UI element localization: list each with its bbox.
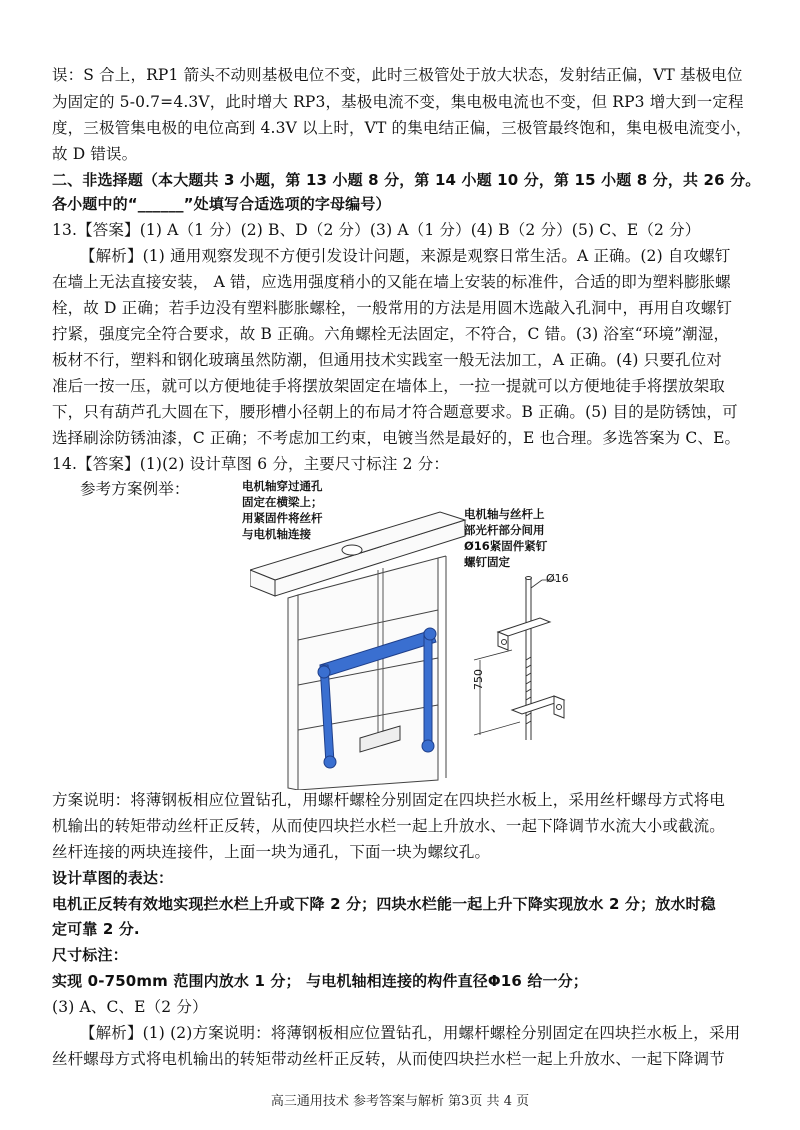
answer-14-3: (3) A、C、E（2 分） — [52, 998, 208, 1016]
text-line: 丝杆螺母方式将电机输出的转矩带动丝杆正反转，从而使四块拦水栏一起上升放水、一起下降调节 — [52, 1050, 725, 1068]
dimension-diameter-text: Ø16 — [546, 572, 569, 585]
scoring-line: 定可靠 2 分. — [52, 920, 140, 938]
text-line: 板材不行，塑料和钢化玻璃虽然防潮，但通用技术实践室一般无法加工，A 正确。(4) 只要孔位对 — [52, 351, 722, 369]
section-heading: 二、非选择题（本大题共 3 小题，第 13 小题 8 分，第 14 小题 10 分，第 15 小题 8 分，共 26 分。 — [52, 171, 761, 189]
text-line: 机输出的转矩带动丝杆正反转，从而使四块拦水栏一起上升放水、一起下降调节水流大小或截流。 — [52, 817, 725, 835]
analysis-14: 【解析】(1) (2)方案说明：将薄钢板相应位置钻孔，用螺杆螺栓分别固定在四块拦水板上，采用 — [80, 1024, 741, 1042]
answer-14: 14.【答案】(1)(2) 设计草图 6 分，主要尺寸标注 2 分： — [52, 455, 450, 473]
text-line: 拧紧，强度完全符合要求，故 B 正确。六角螺栓无法固定，不符合，C 错。(3) 浴室“环境”潮湿， — [52, 325, 730, 343]
dimension-heading: 尺寸标注： — [52, 946, 128, 964]
sketch-expression-heading: 设计草图的表达： — [52, 869, 174, 887]
text-line: 栓，故 D 正确；若手边没有塑料膨胀螺栓，一般常用的方法是用圆木选敲入孔洞中，再用自攻螺钉 — [52, 299, 733, 317]
water-board-panels — [288, 556, 446, 790]
text-line: 在墙上无法直接安装， A 错，应选用强度稍小的又能在墙上安装的标准件，合适的即为塑料膨胀螺 — [52, 273, 731, 291]
text-line: 准后一按一压，就可以方便地徒手将摆放架固定在墙体上，一拉一提就可以方便地徒手将摆放架取 — [52, 377, 725, 395]
label-crossbeam-fix: 电机轴穿过通孔 固定在横梁上； 用紧固件将丝杆 与电机轴连接 — [242, 479, 323, 541]
through-hole — [342, 545, 362, 555]
text-line: 度，三极管集电极的电位高到 4.3V 以上时，VT 的集电结正偏，三极管最终饱和，集电极电流变小， — [52, 119, 752, 137]
detail-lower-bracket — [512, 696, 564, 718]
detail-upper-bracket — [498, 618, 550, 650]
text-line: 下，只有葫芦孔大圆在下，腰形槽小径朝上的布局才符合题意要求。B 正确。(5) 目的是防锈蚀，可 — [52, 403, 738, 421]
page-footer: 高三通用技术 参考答案与解析 第3页 共 4 页 — [270, 1094, 530, 1109]
scoring-line: 电机正反转有效地实现拦水栏上升或下降 2 分；四块水栏能一起上升下降实现放水 2 分；放水时稳 — [52, 895, 716, 913]
detail-screw-rod — [526, 577, 532, 741]
text-line: 误：S 合上，RP1 箭头不动则基极电位不变，此时三极管处于放大状态，发射结正偏，VT 基极电位 — [52, 66, 743, 84]
label-rod-connection: 电机轴与丝杆上 部光杆部分间用 Ø16紧固件紧钉 螺钉固定 — [464, 507, 548, 569]
answer-13: 13.【答案】(1) A（1 分）(2) B、D（2 分）(3) A（1 分）(4) B（2 分）(5) C、E（2 分） — [52, 221, 701, 239]
design-sketch-figure — [242, 479, 590, 790]
text-line: 选择刷涂防锈油漆，C 正确；不考虑加工约束，电镀当然是最好的，E 也合理。多选答案为 C、E。 — [52, 429, 741, 447]
dimension-scoring: 实现 0-750mm 范围内放水 1 分； 与电机轴相连接的构件直径Φ16 给一分； — [52, 972, 588, 990]
section-heading: 各小题中的“______”处填写合适选项的字母编号） — [52, 195, 391, 213]
dimension-750 — [474, 650, 520, 735]
text-line: 丝杆连接的两块连接件，上面一块为通孔，下面一块为螺纹孔。 — [52, 843, 491, 861]
analysis-13: 【解析】(1) 通用观察发现不方便引发设计问题，来源是观察日常生活。A 正确。(2) 自攻螺钉 — [80, 247, 731, 265]
text-line: 故 D 错误。 — [52, 145, 138, 163]
text-line: 为固定的 5-0.7=4.3V，此时增大 RP3，基极电流不变，集电极电流也不变，但 RP3 增大到一定程 — [52, 93, 744, 111]
dimension-length-text: 750 — [472, 669, 485, 690]
scheme-description: 方案说明：将薄钢板相应位置钻孔，用螺杆螺栓分别固定在四块拦水板上，采用丝杆螺母方式将电 — [52, 791, 725, 809]
reference-title: 参考方案例举： — [80, 480, 190, 498]
